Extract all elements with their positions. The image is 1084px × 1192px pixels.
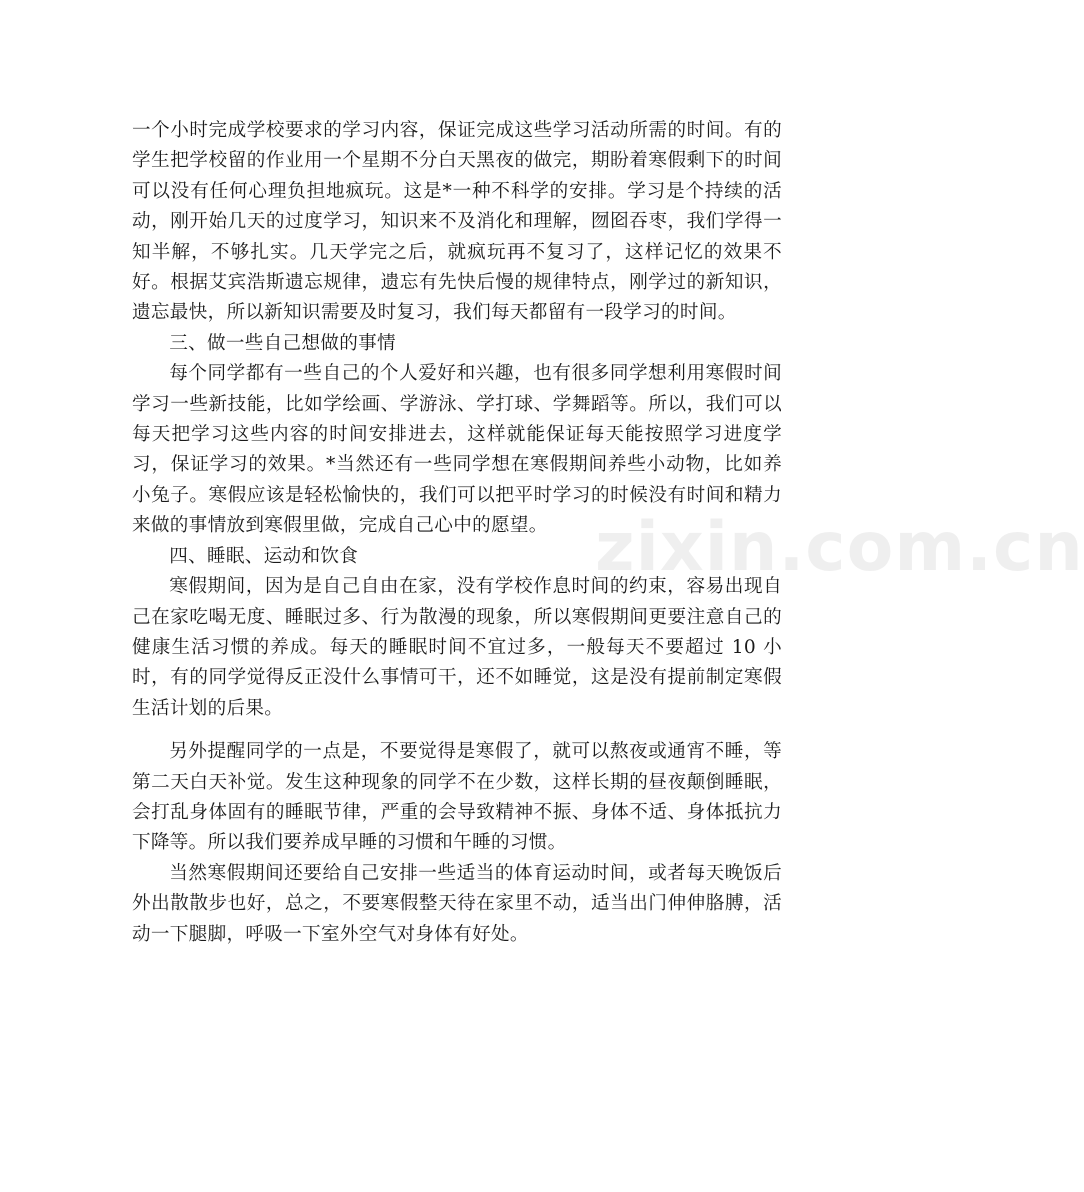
watermark: zixin.com.cn <box>595 508 1084 587</box>
paragraph-exercise: 当然寒假期间还要给自己安排一些适当的体育运动时间，或者每天晚饭后外出散散步也好，总之，不要寒假整天待在家里不动，适当出门伸伸胳膊，活动一下腿脚，呼吸一下室外空气对身体有好处。 <box>132 862 782 945</box>
section-heading-four: 四、睡眠、运动和饮食 <box>169 545 359 567</box>
paragraph-study-schedule: 一个小时完成学校要求的学习内容，保证完成这些学习活动所需的时间。有的学生把学校留的作业用一个星期不分白天黑夜的做完，期盼着寒假剩下的时间可以没有任何心理负担地疯玩。这是*一种不科学的安排。学习是个持续的活动，刚开始几天的过度学习，知识来不及消化和理解，囫囵吞枣，我们学得一知半解，不够扎实。几天学完之后，就疯玩再不复习了，这样记忆的效果不好。根据艾宾浩斯遗忘规律，遗忘有先快后慢的规律特点，刚学过的新知识，遗忘最快，所以新知识需要及时复习，我们每天都留有一段学习的时间。 <box>132 120 782 324</box>
section-heading-three: 三、做一些自己想做的事情 <box>169 332 396 354</box>
document-body <box>132 116 782 950</box>
paragraph-hobbies: 每个同学都有一些自己的个人爱好和兴趣，也有很多同学想利用寒假时间学习一些新技能，比如学绘画、学游泳、学打球、学舞蹈等。所以，我们可以每天把学习这些内容的时间安排进去，这样就能保证每天能按照学习进度学习，保证学习的效果。*当然还有一些同学想在寒假期间养些小动物，比如养小兔子。寒假应该是轻松愉快的，我们可以把平时学习的时候没有时间和精力来做的事情放到寒假里做，完成自己心中的愿望。 <box>132 363 782 537</box>
paragraph-late-night: 另外提醒同学的一点是，不要觉得是寒假了，就可以熬夜或通宵不睡，等第二天白天补觉。发生这种现象的同学不在少数，这样长期的昼夜颠倒睡眠，会打乱身体固有的睡眠节律，严重的会导致精神不振、身体不适、身体抵抗力下降等。所以我们要养成早睡的习惯和午睡的习惯。 <box>132 741 782 854</box>
paragraph-sleep-habits: 寒假期间，因为是自己自由在家，没有学校作息时间的约束，容易出现自己在家吃喝无度、睡眠过多、行为散漫的现象，所以寒假期间更要注意自己的健康生活习惯的养成。每天的睡眠时间不宜过多，一般每天不要超过 10 小时，有的同学觉得反正没什么事情可干，还不如睡觉，这是没有提前制定寒假生活计划的后果。 <box>132 576 782 719</box>
